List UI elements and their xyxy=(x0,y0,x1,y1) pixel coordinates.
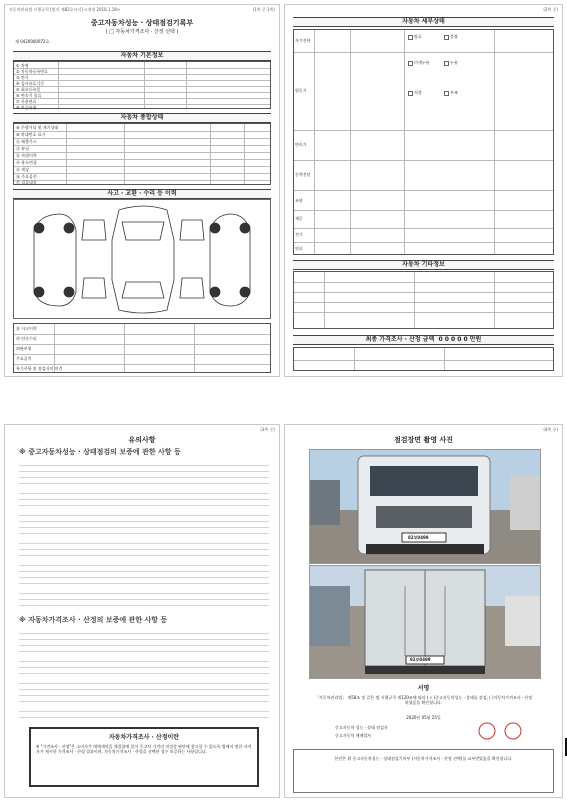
general-row-3: ⑪ 배출가스 xyxy=(16,139,37,144)
group-electric: 전기 xyxy=(295,232,303,237)
page-indicator: (3쪽 중) xyxy=(260,427,275,432)
page-2-header xyxy=(289,7,558,13)
repair-opinion-label: 특기사항 및 점검자의 의견 xyxy=(16,366,63,371)
basic-row-5: ⑤ 최초등록일 xyxy=(16,87,41,92)
condition-insufficient: 부족 xyxy=(444,90,458,96)
page-indicator: (1쪽 중 1쪽) xyxy=(252,7,275,12)
general-row-6: ⑭ 용도변경 xyxy=(16,160,37,165)
page-1 xyxy=(4,4,280,377)
general-row-2: ⑩ 차대번호 표기 xyxy=(16,132,46,137)
group-engine: 원동기 xyxy=(295,88,307,93)
accident-row-2: ⑳ 단순수리 xyxy=(16,336,37,341)
price-definition-title: 자동차가격조사 · 산정이란 xyxy=(108,734,180,741)
seal-stamp xyxy=(475,721,525,741)
general-row-8: ⑯ 주요옵션 xyxy=(16,174,37,179)
front-photo xyxy=(309,449,541,564)
section-other-info: 자동차 기타정보 xyxy=(293,260,554,270)
basic-row-2: ② 자동차등록번호 xyxy=(16,69,48,74)
front-truck-image xyxy=(310,450,540,563)
other-info-table xyxy=(293,271,554,329)
accident-table xyxy=(13,323,271,373)
basic-row-1: ① 차명 xyxy=(16,63,29,68)
general-status-table xyxy=(13,123,271,185)
basic-row-3: ③ 연식 xyxy=(16,75,29,80)
general-row-4: ⑫ 튜닝 xyxy=(16,146,29,151)
page-1-header xyxy=(9,7,275,13)
group-drivetrain: 동력전달 xyxy=(295,172,311,177)
page-indicator: (2쪽 중) xyxy=(543,7,558,12)
basic-row-6: ⑥ 변속기 종류 xyxy=(16,93,42,98)
detail-table xyxy=(293,29,554,255)
accident-row-3: 외판부위 xyxy=(16,346,32,351)
rear-plate: 82보0499 xyxy=(410,657,431,662)
notice-title: 유의사항 xyxy=(128,436,156,444)
general-row-5: ⑬ 특별이력 xyxy=(16,153,37,158)
price-definition-box xyxy=(29,727,259,787)
group-brake: 제동 xyxy=(295,216,303,221)
general-row-9: ⑰ 리콜대상 xyxy=(16,180,37,185)
photo-title: 점검장면 촬영 사진 xyxy=(394,436,453,444)
condition-adequate: 적정 xyxy=(408,90,422,96)
basic-row-7: ⑦ 사용연료 xyxy=(16,99,37,104)
page-3 xyxy=(4,424,280,798)
basic-row-8: ⑧ 보증유형 xyxy=(16,105,37,110)
section-price: 최종 가격조사 · 산정 금액 0 0 0 0 0 만원 xyxy=(293,335,554,345)
rear-photo xyxy=(309,565,541,679)
car-diagram xyxy=(14,200,272,318)
general-row-1: ⑨ 주행거리 및 계기상태 xyxy=(16,125,59,130)
section-detail: 자동차 세부상태 xyxy=(293,17,554,27)
page-title: 중고자동차성능 · 상태점검기록부 xyxy=(90,19,194,27)
inspector-label: 중고자동차 성능 · 상태 점검자 xyxy=(335,725,388,730)
price-table xyxy=(293,347,554,371)
condition-bad: 불량 xyxy=(444,34,458,40)
page-4-header xyxy=(289,427,558,433)
price-definition-text: ※ "가격조사 · 산정"은 소비자가 매매계약을 체결함에 있어 중고차 가격의 적정성 판단에 참고할 수 있도록 법에서 정한 자격자가 제시한 가격조사 · 산정 결과이며, 자동차가격조사 · 산정을 선택한 경우 보증하는 사항입니다. xyxy=(36,744,252,754)
seller-label: 중고자동차 매매업자 xyxy=(335,733,372,738)
basic-info-table xyxy=(13,61,271,109)
condition-good: 양호 xyxy=(408,34,422,40)
page-4 xyxy=(284,424,563,798)
condition-leak: 누유 xyxy=(444,60,458,66)
section-accident: 사고 · 교환 · 수리 등 이력 xyxy=(13,189,271,199)
form-number: 자동차관리법 시행규칙 [별지 제82호서식] <개정 2018.1.18> xyxy=(9,7,121,12)
basic-row-4: ④ 검사유효기간 xyxy=(16,81,45,86)
group-transmission: 변속기 xyxy=(295,142,307,147)
signature-date: 2020년 05월 25일 xyxy=(406,715,441,720)
page-2 xyxy=(284,4,563,377)
price-guarantee-heading: ※ 자동차가격조사 · 산정의 보증에 관한 사항 등 xyxy=(19,616,168,624)
section-general-status: 자동차 종합상태 xyxy=(13,113,271,123)
receipt-box xyxy=(293,749,554,793)
group-fuel: 연료 xyxy=(295,246,303,251)
general-row-7: ⑮ 색상 xyxy=(16,167,29,172)
page-3-header xyxy=(9,427,275,433)
accident-row-4: 주요골격 xyxy=(16,356,32,361)
doc-number: 제 0420000972호 xyxy=(15,39,50,44)
car-diagram-area xyxy=(13,199,271,319)
page-subtitle: ( □ 자동차가격조사 · 산정 선택 ) xyxy=(105,29,179,35)
signature-text: 「자동차관리법」 제58조 및 같은 법 시행규칙 제120조에 따라 ( √ )중고자동차성능 · 상태를 점검, ( )자동차가격조사 · 산정 하였음을 확인합니다. xyxy=(314,695,533,705)
group-steering: 조향 xyxy=(295,198,303,203)
section-basic-info: 자동차 기본정보 xyxy=(13,51,271,61)
signature-title: 서명 xyxy=(417,685,430,692)
group-self-diagnosis: 자기진단 xyxy=(295,38,311,43)
front-plate: 82보0499 xyxy=(408,535,429,540)
condition-minor-leak: 미세누유 xyxy=(408,60,429,66)
page-indicator: (4쪽 중) xyxy=(543,427,558,432)
receipt-text: 본인은 위 중고자동차성능 · 상태점검기록부 (자동차가격조사 · 산정 선택)를 교부받았음을 확인합니다. xyxy=(334,756,513,761)
guarantee-heading: ※ 중고자동차성능 · 상태점검의 보증에 관한 사항 등 xyxy=(19,448,181,456)
accident-row-1: ⑲ 사고이력 xyxy=(16,326,37,331)
price-value: 0 0 0 0 0 만원 xyxy=(438,336,482,343)
